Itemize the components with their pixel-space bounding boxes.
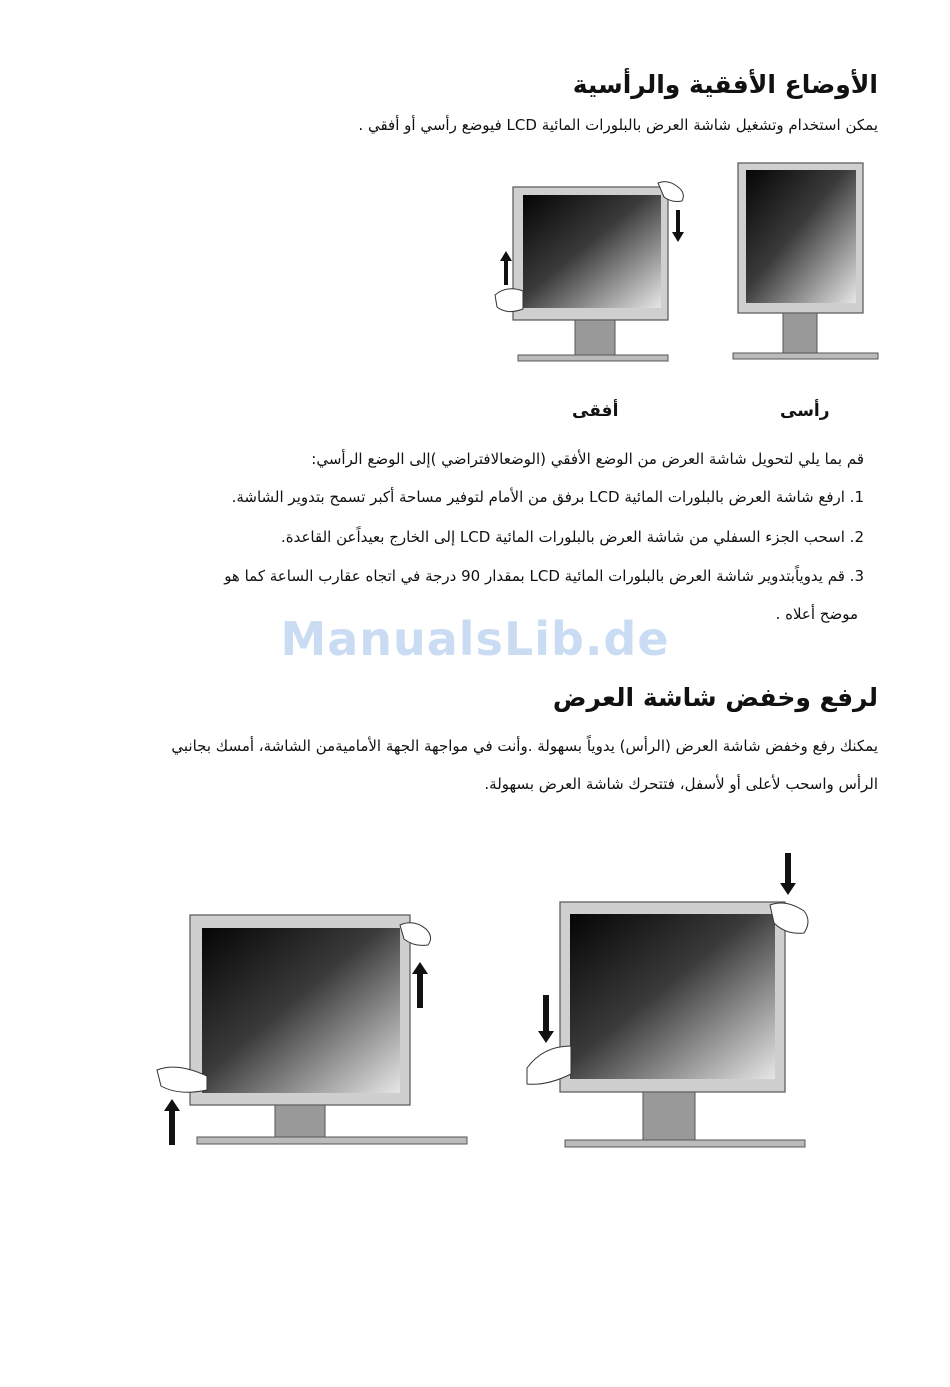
monitor-screen bbox=[523, 195, 661, 308]
arrow-up-icon bbox=[164, 1099, 180, 1145]
step-3-continued: موضح أعلاه . bbox=[775, 605, 858, 623]
watermark: ManualsLib.de bbox=[280, 612, 670, 666]
arrow-down-icon bbox=[780, 853, 796, 895]
monitor-screen bbox=[570, 914, 775, 1079]
monitor-lower-figure bbox=[525, 850, 825, 1150]
step-2: 2. اسحب الجزء السفلي من شاشة العرض بالبلورات المائية LCD إلى الخارج بعيداًعن القاعدة. bbox=[280, 528, 864, 546]
monitor-screen bbox=[202, 928, 400, 1093]
label-vertical: رأسى bbox=[780, 401, 830, 421]
section1-intro: يمكن استخدام وتشغيل شاشة العرض بالبلورات المائية LCD فيوضع رأسي أو أفقي . bbox=[358, 116, 878, 134]
step-1: 1. ارفع شاشة العرض بالبلورات المائية LCD برفق من الأمام لتوفير مساحة أكبر تسمح بتدوير الشاشة. bbox=[231, 488, 864, 506]
label-horizontal: أفقى bbox=[572, 401, 619, 421]
hand-icon bbox=[495, 289, 523, 312]
monitor-raise-figure bbox=[155, 910, 480, 1150]
monitor-landscape-figure bbox=[490, 175, 705, 365]
section2-paragraph-line2: الرأس واسحب لأعلى أو لأسفل، فتتحرك شاشة العرض بسهولة. bbox=[484, 775, 878, 793]
arrow-up-icon bbox=[500, 251, 512, 285]
monitor-portrait-figure bbox=[728, 160, 883, 365]
arrow-down-icon bbox=[538, 995, 554, 1043]
arrow-down-icon bbox=[672, 210, 684, 242]
steps-intro: قم بما يلي لتحويل شاشة العرض من الوضع الأفقي (الوضعالافتراضي )إلى الوضع الرأسي: bbox=[311, 450, 864, 468]
section2-title: لرفع وخفض شاشة العرض bbox=[552, 683, 878, 712]
monitor-screen bbox=[746, 170, 856, 303]
arrow-up-icon bbox=[412, 962, 428, 1008]
section1-title: الأوضاع الأفقية والرأسية bbox=[572, 70, 878, 99]
section2-paragraph-line1: يمكنك رفع وخفض شاشة العرض (الرأس) يدوياً بسهولة .وأنت في مواجهة الجهة الأماميةمن الشاشة، أمسك بجانبي bbox=[171, 737, 878, 755]
step-3: 3. قم يدوياًبتدوير شاشة العرض بالبلورات المائية LCD بمقدار 90 درجة في اتجاه عقارب الساعة كما هو bbox=[224, 567, 864, 585]
